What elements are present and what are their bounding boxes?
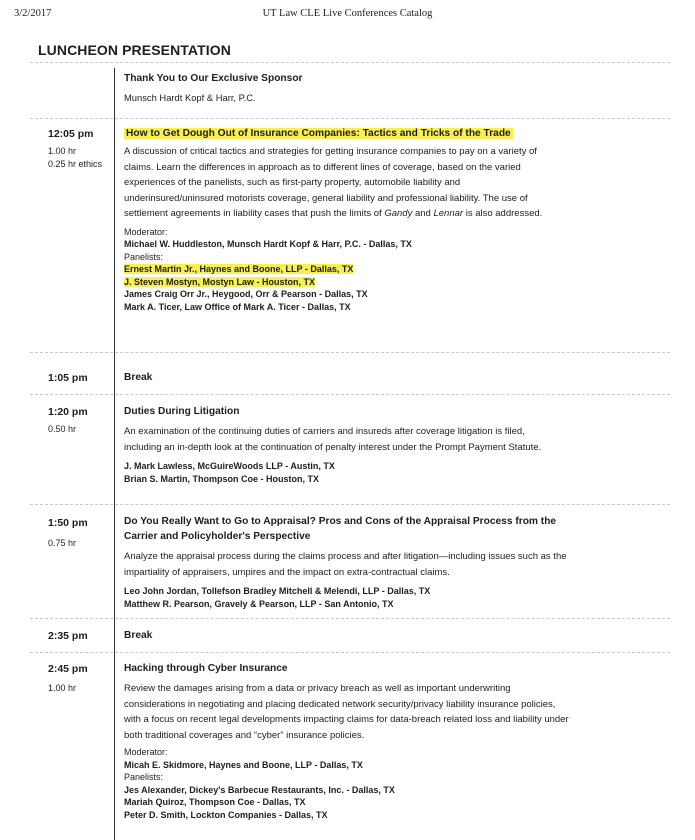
panelist-name: Mariah Quiroz, Thompson Coe - Dallas, TX — [124, 797, 306, 807]
session-time: 1:20 pm — [48, 406, 88, 418]
page-header-title: UT Law CLE Live Conferences Catalog — [262, 8, 433, 19]
break-time: 1:05 pm — [48, 372, 88, 384]
panelists-label: Panelists: — [124, 772, 164, 782]
session-hours: 0.75 hr — [48, 538, 77, 548]
timeline-rule — [114, 68, 115, 840]
moderator-label: Moderator: — [124, 747, 168, 757]
speaker-list — [124, 460, 594, 485]
divider — [30, 618, 670, 619]
session-description: Analyze the appraisal process during the claims process and after litigation—including issues such as the impartiality of appraisers, umpires and the impact on extra-contractual claims. — [124, 551, 567, 578]
page-header-date: 3/2/2017 — [14, 8, 52, 19]
speaker-name: Leo John Jordan, Tollefson Bradley Mitchell & Melendi, LLP - Dallas, TX — [124, 586, 431, 596]
moderator-label: Moderator: — [124, 226, 168, 237]
break-label: Break — [124, 630, 153, 641]
highlighted-title: How to Get Dough Out of Insurance Companies: Tactics and Tricks of the Trade — [126, 128, 511, 139]
section-title: LUNCHEON PRESENTATION — [38, 42, 231, 58]
divider — [30, 352, 670, 353]
session-block — [124, 514, 584, 610]
panelist-name: Mark A. Ticer, Law Office of Mark A. Ticer - Dallas, TX — [124, 301, 351, 312]
session-hours: 0.50 hr — [48, 424, 77, 434]
session-time: 1:50 pm — [48, 517, 88, 529]
session-description: An examination of the continuing duties of carriers and insureds after coverage litigation is filed, including an in-depth look at the continuation of penalty interest under the Prompt Payment Statute. — [124, 426, 542, 453]
panelist-name: Peter D. Smith, Lockton Companies - Dallas, TX — [124, 809, 328, 820]
description-text: A discussion of critical tactics and strategies for getting insurance companies to pay on a variety of claims. Learn the differences in approach as to different lines of coverage, based on the varied experiences of the panelists, such as first-party property, automobile liability and underinsured/uninsured motorists coverage, general liability and professional liability. The use of settlement agreements in liability cases that push the limits of — [124, 146, 537, 219]
divider — [30, 394, 670, 395]
session-hours: 1.00 hr — [48, 683, 77, 693]
description-text: and — [412, 208, 434, 219]
session-block — [124, 127, 684, 313]
sponsor-block — [124, 72, 584, 105]
description-text: is also addressed. — [463, 208, 543, 219]
session-time: 12:05 pm — [48, 128, 94, 140]
session-title: Hacking through Cyber Insurance — [124, 663, 288, 674]
divider — [30, 118, 670, 119]
sponsor-title: Thank You to Our Exclusive Sponsor — [124, 73, 303, 84]
speaker-list — [124, 746, 594, 821]
case-name: Lennar — [433, 208, 464, 219]
break-time: 2:35 pm — [48, 630, 88, 642]
session-title: Do You Really Want to Go to Appraisal? Pros and Cons of the Appraisal Process from the Carrier and Policyholder's Perspective — [124, 516, 557, 542]
panelist-name: James Craig Orr Jr., Heygood, Orr & Pearson - Dallas, TX — [124, 289, 368, 299]
panelist-name: Ernest Martin Jr., Haynes and Boone, LLP - Dallas, TX — [124, 264, 354, 274]
speaker-name: Matthew R. Pearson, Gravely & Pearson, LLP - San Antonio, TX — [124, 598, 394, 609]
session-title — [124, 127, 684, 141]
panelist-name: J. Steven Mostyn, Mostyn Law - Houston, TX — [124, 276, 316, 287]
sponsor-name: Munsch Hardt Kopf & Harr, P.C. — [124, 92, 256, 103]
speaker-list — [124, 585, 584, 610]
case-name: Gandy — [384, 208, 413, 219]
speaker-name: J. Mark Lawless, McGuireWoods LLP - Austin, TX — [124, 461, 335, 471]
section-divider — [30, 62, 670, 63]
speaker-list — [124, 226, 684, 314]
session-credit — [48, 145, 102, 171]
moderator-name: Micah E. Skidmore, Haynes and Boone, LLP - Dallas, TX — [124, 759, 363, 770]
panelist-name: Jes Alexander, Dickey's Barbecue Restaurants, Inc. - Dallas, TX — [124, 784, 395, 795]
session-block — [124, 662, 594, 821]
break-label: Break — [124, 372, 153, 383]
panelists-label: Panelists: — [124, 251, 164, 262]
session-title: Duties During Litigation — [124, 406, 240, 417]
session-time: 2:45 pm — [48, 663, 88, 675]
speaker-name: Brian S. Martin, Thompson Coe - Houston, TX — [124, 473, 319, 484]
session-description: Review the damages arising from a data or privacy breach as well as important underwriting considerations in negotiating and placing dedicated network security/privacy liability insurance policies, with a focus on recent legal developments impacting claims for data-breach related loss and liability under both traditional coverages and “cyber” insurance policies. — [124, 683, 569, 741]
divider — [30, 652, 670, 653]
moderator-name: Michael W. Huddleston, Munsch Hardt Kopf & Harr, P.C. - Dallas, TX — [124, 239, 412, 249]
session-block — [124, 405, 594, 485]
session-description — [124, 144, 554, 222]
session-hours: 1.00 hr — [48, 146, 77, 156]
session-ethics: 0.25 hr ethics — [48, 159, 103, 169]
divider — [30, 504, 670, 505]
